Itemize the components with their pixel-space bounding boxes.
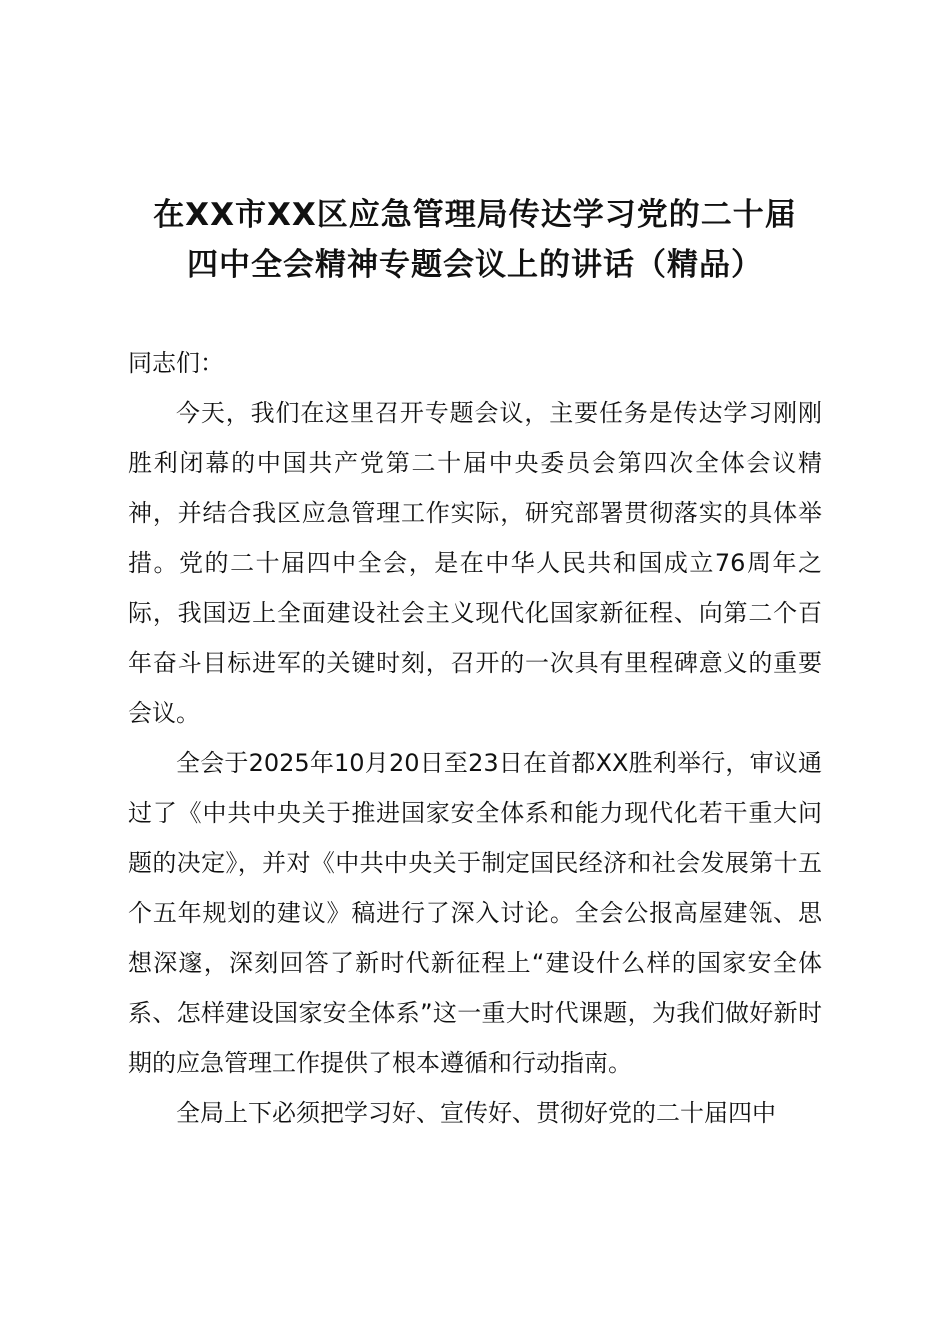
salutation: 同志们： xyxy=(128,349,224,377)
paragraph-2: 全会于2025年10月20日至23日在首都XX胜利举行，审议通过了《中共中央关于推进国家安全体系和能力现代化若干重大问题的决定》，并对《中共中央关于制定国民经济和社会发展第十五个五年规划的建议》稿进行了深入讨论。全会公报高屋建瓴、思想深邃，深刻回答了新时代新征程上“建设什么样的国家安全体系、怎样建设国家安全体系”这一重大时代课题，为我们做好新时期的应急管理工作提供了根本遵循和行动指南。 xyxy=(128,749,822,1077)
document-body xyxy=(128,338,822,1138)
title-line-1: 在XX市XX区应急管理局传达学习党的二十届 xyxy=(153,197,797,233)
document-title xyxy=(100,190,850,290)
paragraph-1: 今天，我们在这里召开专题会议，主要任务是传达学习刚刚胜利闭幕的中国共产党第二十届中央委员会第四次全体会议精神，并结合我区应急管理工作实际，研究部署贯彻落实的具体举措。党的二十届四中全会，是在中华人民共和国成立76周年之际，我国迈上全面建设社会主义现代化国家新征程、向第二个百年奋斗目标进军的关键时刻，召开的一次具有里程碑意义的重要会议。 xyxy=(128,399,822,727)
title-line-2: 四中全会精神专题会议上的讲话（精品） xyxy=(187,247,763,283)
paragraph-3: 全局上下必须把学习好、宣传好、贯彻好党的二十届四中 xyxy=(176,1099,776,1127)
